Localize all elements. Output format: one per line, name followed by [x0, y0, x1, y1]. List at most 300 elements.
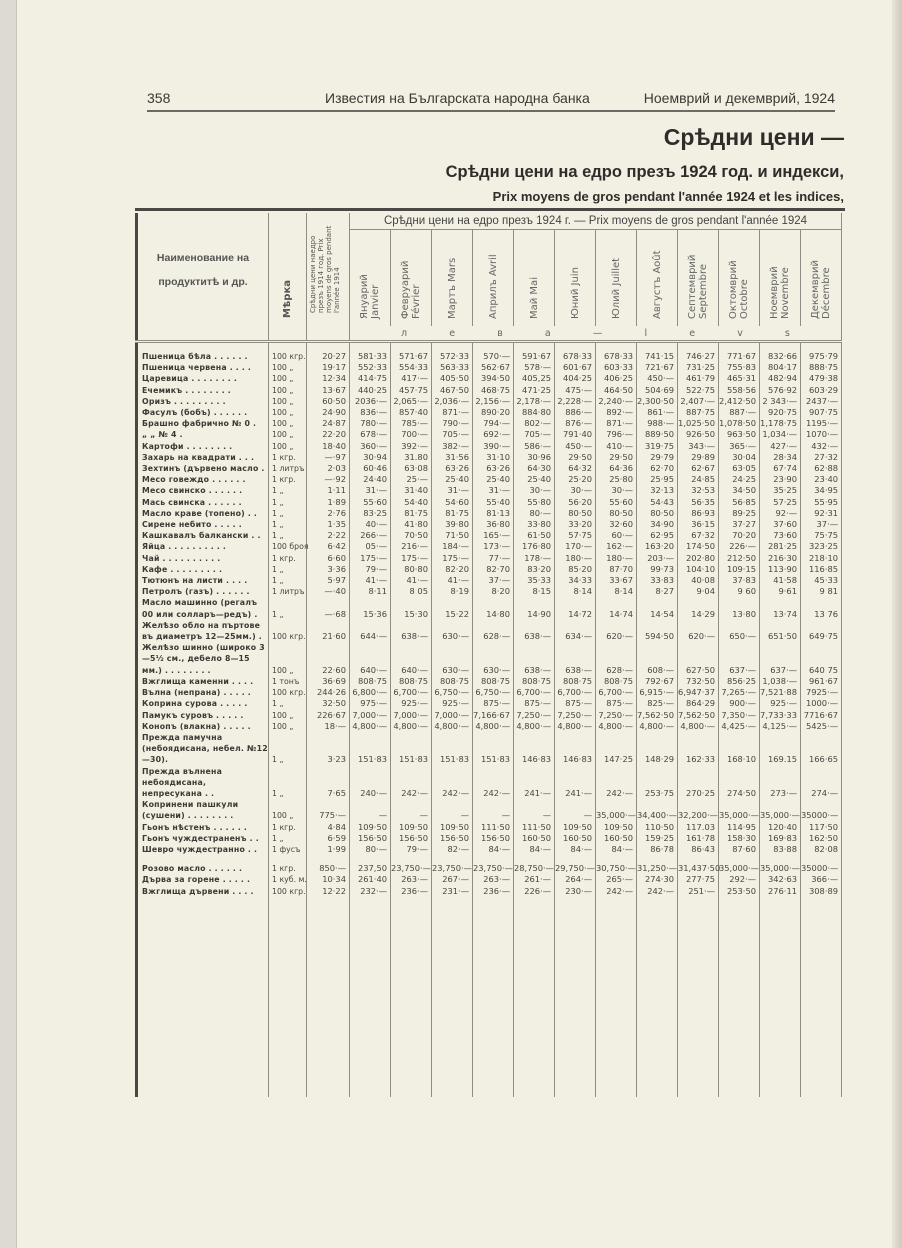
price-month-cell: 554·33: [391, 362, 432, 373]
unit-cell: 1 кгр.: [269, 452, 307, 463]
product-name: Масло краве (топено) . .: [137, 508, 269, 519]
price-month-cell: 25·40: [473, 474, 514, 485]
table-row: [137, 373, 842, 384]
price-month-cell: 4,800·—: [391, 721, 432, 732]
price-month-cell: 212·50: [719, 553, 760, 564]
price-month-cell: 405·50: [432, 373, 473, 384]
price-month-cell: 216·—: [391, 541, 432, 552]
price-month-cell: 468·75: [473, 385, 514, 396]
price-month-cell: 2,300·50: [637, 396, 678, 407]
header-unit: [269, 213, 307, 326]
month-label: Септемврий Septembre: [687, 254, 709, 319]
unit-cell: 1 кгр.: [269, 553, 307, 564]
table-row: [137, 620, 842, 642]
price-month-cell: 218·10: [801, 553, 842, 564]
price-month-cell: 890·20: [473, 407, 514, 418]
price-month-cell: 79·—: [391, 844, 432, 855]
price-month-cell: 15·22: [432, 597, 473, 619]
price-month-cell: 825·—: [637, 698, 678, 709]
price-month-cell: 146·83: [555, 732, 596, 766]
filler-cell: [432, 897, 473, 1097]
product-name: Кашкавалъ балкански . .: [137, 530, 269, 541]
unit-cell: 100 „: [269, 407, 307, 418]
price-month-cell: 9 81: [801, 586, 842, 597]
price-1914-cell: 1·35: [307, 519, 350, 530]
spacer-cell: [269, 855, 307, 863]
price-month-cell: 232·—: [350, 886, 391, 897]
price-1914-cell: —·40: [307, 586, 350, 597]
price-month-cell: 8·15: [514, 586, 555, 597]
price-month-cell: 55·95: [801, 497, 842, 508]
price-month-cell: 170·—: [555, 541, 596, 552]
price-month-cell: 30·96: [514, 452, 555, 463]
table-row: [137, 385, 842, 396]
header-month: [555, 230, 596, 327]
price-month-cell: 649·75: [801, 620, 842, 642]
price-month-cell: 640 75: [801, 642, 842, 676]
table-row: [137, 844, 842, 855]
price-month-cell: 23·40: [801, 474, 842, 485]
table-row: [137, 874, 842, 885]
price-1914-cell: 18·—: [307, 721, 350, 732]
price-month-cell: 634·—: [555, 620, 596, 642]
filler-cell: [637, 897, 678, 1097]
price-month-cell: 32·53: [678, 485, 719, 496]
table-row: [137, 732, 842, 766]
price-month-cell: 4,800·—: [678, 721, 719, 732]
price-month-cell: 888·75: [801, 362, 842, 373]
price-month-cell: 741·15: [637, 342, 678, 363]
price-month-cell: 871·—: [596, 418, 637, 429]
table-row: [137, 863, 842, 874]
price-month-cell: 62·70: [637, 463, 678, 474]
spacer-cell: [801, 855, 842, 863]
filler-cell: [269, 897, 307, 1097]
product-name: Вълна (непрана) . . . . .: [137, 687, 269, 698]
currency-blank: [269, 326, 307, 342]
price-month-cell: 264·—: [555, 874, 596, 885]
price-month-cell: 54·60: [432, 497, 473, 508]
product-name: Коприна сурова . . . . .: [137, 698, 269, 709]
header-unit-label: Мѣрка: [282, 279, 293, 318]
price-month-cell: 2,065·—: [391, 396, 432, 407]
table-body: [137, 342, 842, 1097]
product-name: Конопъ (влакна) . . . . .: [137, 721, 269, 732]
price-month-cell: 25·80: [596, 474, 637, 485]
price-month-cell: 34·95: [801, 485, 842, 496]
price-month-cell: 875·—: [596, 698, 637, 709]
price-month-cell: 794·—: [473, 418, 514, 429]
month-label: Априлъ Avril: [487, 254, 499, 319]
price-month-cell: 203·—: [637, 553, 678, 564]
header-month: [719, 230, 760, 327]
product-name: Сирене небито . . . . .: [137, 519, 269, 530]
price-month-cell: 109·50: [596, 822, 637, 833]
price-month-cell: 73·60: [760, 530, 801, 541]
table-row: [137, 553, 842, 564]
price-month-cell: 14·80: [473, 597, 514, 619]
table-row: [137, 452, 842, 463]
price-month-cell: 109·15: [719, 564, 760, 575]
price-month-cell: 6,700·—: [596, 687, 637, 698]
table-top-rule: [135, 208, 845, 211]
price-month-cell: 6,800·—: [350, 687, 391, 698]
price-month-cell: 180·—: [555, 553, 596, 564]
currency-letter: л: [401, 327, 408, 339]
month-label: Августъ Août: [651, 250, 663, 319]
table-row: [137, 342, 842, 363]
price-month-cell: 67·74: [760, 463, 801, 474]
price-1914-cell: 36·69: [307, 676, 350, 687]
price-month-cell: 644·—: [350, 620, 391, 642]
price-month-cell: 651·50: [760, 620, 801, 642]
price-month-cell: 562·67: [473, 362, 514, 373]
table-row: [137, 799, 842, 821]
price-month-cell: 24·85: [678, 474, 719, 485]
price-month-cell: 876·—: [555, 418, 596, 429]
price-month-cell: 148·29: [637, 732, 678, 766]
price-month-cell: 55·80: [514, 497, 555, 508]
product-name: Вжглища дървени . . . .: [137, 886, 269, 897]
price-month-cell: 414·75: [350, 373, 391, 384]
price-month-cell: 45·33: [801, 575, 842, 586]
price-month-cell: 13·80: [719, 597, 760, 619]
price-month-cell: 113·90: [760, 564, 801, 575]
price-month-cell: 169.15: [760, 732, 801, 766]
filler-cell: [801, 897, 842, 1097]
header-month: [514, 230, 555, 327]
unit-cell: 100 „: [269, 799, 307, 821]
price-month-cell: 1,025·50: [678, 418, 719, 429]
price-month-cell: 7,562·50: [678, 710, 719, 721]
price-month-cell: 151·83: [432, 732, 473, 766]
price-month-cell: 156·50: [350, 833, 391, 844]
header-month: [432, 230, 473, 327]
price-month-cell: 832·66: [760, 342, 801, 363]
table-row: [137, 642, 842, 676]
price-month-cell: 8 05: [391, 586, 432, 597]
price-month-cell: 721·67: [637, 362, 678, 373]
price-month-cell: 104·10: [678, 564, 719, 575]
price-month-cell: 1000·—: [801, 698, 842, 709]
table-row: [137, 676, 842, 687]
header-month: [350, 230, 391, 327]
price-month-cell: 637·—: [760, 642, 801, 676]
price-month-cell: 114·95: [719, 822, 760, 833]
product-name: Пшеница бѣла . . . . . .: [137, 342, 269, 363]
price-month-cell: 81·13: [473, 508, 514, 519]
spacer-cell: [432, 855, 473, 863]
price-1914-cell: 1·89: [307, 497, 350, 508]
price-month-cell: 27·32: [801, 452, 842, 463]
price-month-cell: 81·75: [432, 508, 473, 519]
price-1914-cell: 1·99: [307, 844, 350, 855]
price-month-cell: 875·—: [555, 698, 596, 709]
price-month-cell: 925·—: [391, 698, 432, 709]
price-month-cell: 166·65: [801, 732, 842, 766]
price-1914-cell: 6·42: [307, 541, 350, 552]
price-month-cell: 82·08: [801, 844, 842, 855]
filler-cell: [596, 897, 637, 1097]
price-month-cell: 29·79: [637, 452, 678, 463]
price-month-cell: 603·29: [801, 385, 842, 396]
price-month-cell: 7,521·88: [760, 687, 801, 698]
price-month-cell: 30·94: [350, 452, 391, 463]
price-month-cell: 705·—: [432, 429, 473, 440]
price-month-cell: 14·29: [678, 597, 719, 619]
price-month-cell: 464·50: [596, 385, 637, 396]
price-month-cell: 360·—: [350, 441, 391, 452]
month-label: Юний Juin: [569, 267, 581, 319]
price-month-cell: 856·25: [719, 676, 760, 687]
price-month-cell: 620·—: [678, 620, 719, 642]
header-month: [473, 230, 514, 327]
price-month-cell: 82·70: [473, 564, 514, 575]
price-1914-cell: 226·67: [307, 710, 350, 721]
price-month-cell: 240·—: [350, 766, 391, 800]
price-month-cell: 1,178·75: [760, 418, 801, 429]
product-name: Вжглища каменни . . . .: [137, 676, 269, 687]
price-month-cell: 109·50: [350, 822, 391, 833]
price-month-cell: 808·75: [473, 676, 514, 687]
price-month-cell: 31,437·50: [678, 863, 721, 874]
product-name: Памукъ суровъ . . . . .: [137, 710, 269, 721]
price-month-cell: 30·—: [555, 485, 596, 496]
price-month-cell: 116·85: [801, 564, 842, 575]
price-month-cell: 479·38: [801, 373, 842, 384]
page-number: 358: [147, 90, 171, 106]
price-month-cell: 25·20: [555, 474, 596, 485]
price-month-cell: 55·40: [473, 497, 514, 508]
unit-cell: 1 кгр.: [269, 863, 307, 874]
currency-letter: —: [592, 327, 603, 339]
price-month-cell: 30·—: [514, 485, 555, 496]
price-1914-cell: 2·76: [307, 508, 350, 519]
unit-cell: 1 „: [269, 564, 307, 575]
price-month-cell: 2,178·—: [514, 396, 555, 407]
product-name: Месо говеждо . . . . . .: [137, 474, 269, 485]
price-month-cell: 56·85: [719, 497, 760, 508]
price-month-cell: 925·—: [432, 698, 473, 709]
price-1914-cell: 850·—: [307, 863, 350, 874]
price-month-cell: 176·80: [514, 541, 555, 552]
unit-cell: 1 „: [269, 519, 307, 530]
price-month-cell: 33·83: [637, 575, 678, 586]
price-month-cell: 35·33: [514, 575, 555, 586]
product-name: Мась свинска . . . . . .: [137, 497, 269, 508]
price-month-cell: 37·83: [719, 575, 760, 586]
price-month-cell: 630·—: [432, 620, 473, 642]
price-month-cell: 292·—: [719, 874, 760, 885]
price-month-cell: 37·60: [760, 519, 801, 530]
currency-letter: е: [449, 327, 456, 339]
price-month-cell: 961·67: [801, 676, 842, 687]
price-month-cell: 33·20: [555, 519, 596, 530]
price-1914-cell: 12·34: [307, 373, 350, 384]
price-month-cell: 678·33: [555, 342, 596, 363]
price-month-cell: 628·—: [473, 620, 514, 642]
price-month-cell: 242·—: [473, 766, 514, 800]
month-label: Декемврий Décembre: [810, 260, 833, 319]
price-1914-cell: 10·34: [307, 874, 350, 885]
price-month-cell: 71·50: [432, 530, 473, 541]
price-month-cell: 570·—: [473, 342, 514, 363]
product-name: Картофи . . . . . . . .: [137, 441, 269, 452]
price-month-cell: 4,800·—: [514, 721, 555, 732]
price-1914-cell: 3·23: [307, 732, 350, 766]
table-row: [137, 710, 842, 721]
unit-cell: 1 „: [269, 698, 307, 709]
price-1914-cell: 6·59: [307, 833, 350, 844]
price-month-cell: 120·40: [760, 822, 801, 833]
price-month-cell: 63·26: [473, 463, 514, 474]
price-month-cell: —: [391, 799, 432, 821]
price-month-cell: 62·88: [801, 463, 842, 474]
price-month-cell: 450·—: [637, 373, 678, 384]
header-month: [596, 230, 637, 327]
header-month: [760, 230, 801, 327]
price-month-cell: 85·20: [555, 564, 596, 575]
price-month-cell: 266·—: [350, 530, 391, 541]
price-month-cell: 465·31: [719, 373, 760, 384]
product-name: Царевица . . . . . . . .: [137, 373, 269, 384]
price-month-cell: 319·75: [637, 441, 678, 452]
table-row: [137, 474, 842, 485]
price-1914-cell: 24·90: [307, 407, 350, 418]
price-month-cell: 151·83: [473, 732, 514, 766]
price-month-cell: 4,800·—: [350, 721, 391, 732]
price-month-cell: 23·90: [760, 474, 801, 485]
price-month-cell: 241·—: [555, 766, 596, 800]
price-1914-cell: 32·50: [307, 698, 350, 709]
price-month-cell: 226·—: [719, 541, 760, 552]
table-row: [137, 886, 842, 897]
price-month-cell: 40·—: [350, 519, 391, 530]
price-month-cell: —: [432, 799, 473, 821]
table-row: [137, 822, 842, 833]
price-month-cell: 926·50: [678, 429, 719, 440]
price-month-cell: 581·33: [350, 342, 391, 363]
currency-row: [137, 326, 842, 342]
price-month-cell: 1070·—: [801, 429, 842, 440]
price-month-cell: 84·—: [555, 844, 596, 855]
price-month-cell: 60·46: [350, 463, 391, 474]
price-month-cell: 160·50: [596, 833, 637, 844]
header-month: [637, 230, 678, 327]
price-month-cell: 638·—: [514, 642, 555, 676]
price-month-cell: 406·25: [596, 373, 637, 384]
unit-cell: 100 „: [269, 373, 307, 384]
price-month-cell: 552·33: [350, 362, 391, 373]
price-month-cell: 24·25: [719, 474, 760, 485]
price-month-cell: 31·10: [473, 452, 514, 463]
header-group-1924: Срѣдни цени на едро презъ 1924 г. — Prix moyens de gros pendant l'année 1924: [350, 213, 842, 230]
month-label: Юлий Juillet: [610, 257, 622, 319]
price-month-cell: 270·25: [678, 766, 719, 800]
price-month-cell: 802·—: [514, 418, 555, 429]
unit-cell: 1 „: [269, 485, 307, 496]
price-month-cell: 36·15: [678, 519, 719, 530]
price-month-cell: 263·—: [473, 874, 514, 885]
price-month-cell: 111·50: [473, 822, 514, 833]
filler-cell: [678, 897, 719, 1097]
price-month-cell: 41·—: [391, 575, 432, 586]
price-1914-cell: 4·84: [307, 822, 350, 833]
page-edge: [892, 0, 902, 1248]
product-name: Захарь на квадрати . . .: [137, 452, 269, 463]
price-month-cell: 6,700·—: [391, 687, 432, 698]
header-name-line2: продуктитѣ и др.: [158, 275, 248, 288]
table-row: [137, 429, 842, 440]
price-month-cell: 23,750·—: [432, 863, 472, 874]
price-month-cell: 111·50: [514, 822, 555, 833]
price-month-cell: 28,750·—: [514, 863, 554, 874]
unit-cell: 100 „: [269, 418, 307, 429]
price-month-cell: 241·—: [514, 766, 555, 800]
unit-cell: 1 „: [269, 833, 307, 844]
price-month-cell: 608·—: [637, 642, 678, 676]
price-month-cell: 382·—: [432, 441, 473, 452]
price-month-cell: 7,000·—: [432, 710, 473, 721]
price-month-cell: 236·—: [391, 886, 432, 897]
spacer-cell: [637, 855, 678, 863]
price-month-cell: 601·67: [555, 362, 596, 373]
price-month-cell: 80·50: [555, 508, 596, 519]
price-month-cell: 640·—: [350, 642, 391, 676]
table-row: [137, 497, 842, 508]
price-month-cell: 30,750·—: [596, 863, 636, 874]
price-month-cell: 342·63: [760, 874, 801, 885]
price-month-cell: 273·—: [760, 766, 801, 800]
price-month-cell: 28·34: [760, 452, 801, 463]
price-1914-cell: 12·22: [307, 886, 350, 897]
table-row: [137, 833, 842, 844]
price-1914-cell: 1·11: [307, 485, 350, 496]
filler-cell: [350, 897, 391, 1097]
price-month-cell: 5425·—: [801, 721, 842, 732]
price-month-cell: 147·25: [596, 732, 637, 766]
price-month-cell: 54·40: [391, 497, 432, 508]
price-month-cell: 808·75: [555, 676, 596, 687]
price-month-cell: 32,200·—: [678, 799, 719, 821]
unit-cell: 100 „: [269, 710, 307, 721]
price-month-cell: 253·75: [637, 766, 678, 800]
price-month-cell: 14·74: [596, 597, 637, 619]
price-month-cell: 162·33: [678, 732, 719, 766]
price-month-cell: 109·50: [391, 822, 432, 833]
price-month-cell: 390·—: [473, 441, 514, 452]
price-month-cell: 175·—: [391, 553, 432, 564]
price-month-cell: 92·—: [760, 508, 801, 519]
unit-cell: 100 кгр.: [269, 687, 307, 698]
price-month-cell: 572·33: [432, 342, 473, 363]
unit-cell: 100 „: [269, 441, 307, 452]
price-month-cell: 70·50: [391, 530, 432, 541]
price-month-cell: 628·—: [596, 642, 637, 676]
price-month-cell: —: [514, 799, 555, 821]
price-month-cell: 33·80: [514, 519, 555, 530]
scan-margin: [0, 0, 17, 1248]
price-month-cell: 63·08: [391, 463, 432, 474]
price-month-cell: 86·93: [678, 508, 719, 519]
product-name: Прежда вълнена небоядисана, непресукана . .: [137, 766, 269, 800]
price-1914-cell: 3·36: [307, 564, 350, 575]
price-month-cell: 731·25: [678, 362, 719, 373]
price-month-cell: 692·—: [473, 429, 514, 440]
product-name: Дърва за горене . . . . .: [137, 874, 269, 885]
month-label: Януарий Janvier: [359, 274, 381, 319]
month-label: Май Mai: [528, 277, 540, 319]
